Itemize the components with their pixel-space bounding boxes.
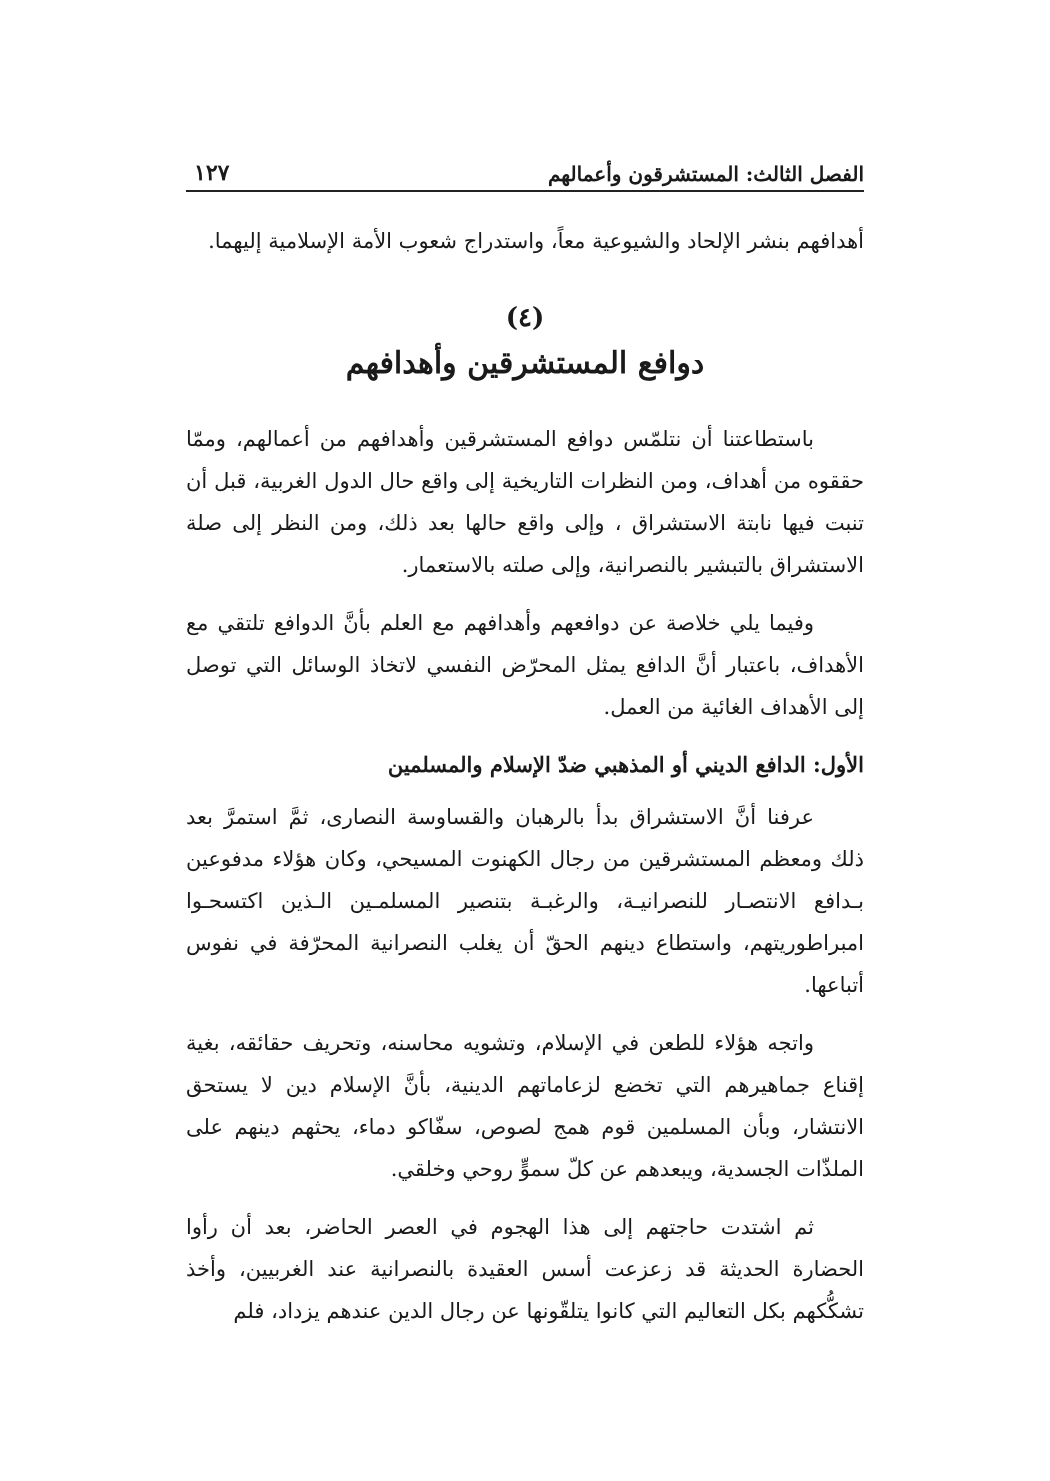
paragraph-4: واتجه هؤلاء للطعن في الإسلام، وتشويه محاسنه، وتحريف حقائقه، بغية إقناع جماهيرهم التي تخضع لزعاماتهم الدينية، بأنَّ الإسلام دين لا يستحق الانتشار، وبأن المسلمين قوم همج لصوص، سفّاكو دماء، يحثهم دينهم على الملذّات الجسدية، ويبعدهم عن كلّ سموٍّ روحي وخلقي. [186, 1031, 864, 1181]
paragraph-3: عرفنا أنَّ الاستشراق بدأ بالرهبان والقساوسة النصارى، ثمَّ استمرَّ بعد ذلك ومعظم المستشرقين من رجال الكهنوت المسيحي، وكان هؤلاء مدفوعين بـدافع الانتصـار للنصرانيـة، والرغبـة بتنصير المسلمـين الـذين اكتسحـوا امبراطوريتهم، واستطاع دينهم الحقّ أن يغلب النصرانية المحرّفة في نفوس أتباعها. [186, 805, 864, 997]
paragraph-1: باستطاعتنا أن نتلمّس دوافع المستشرقين وأهدافهم من أعمالهم، وممّا حققوه من أهداف، ومن النظرات التاريخية إلى واقع حال الدول الغربية، قبل أن تنبت فيها نابتة الاستشراق ، وإلى واقع حالها بعد ذلك، ومن النظر إلى صلة الاستشراق بالتبشير بالنصرانية، وإلى صلته بالاستعمار. [186, 427, 864, 577]
page-body [186, 220, 864, 1348]
intro-paragraph: أهدافهم بنشر الإلحاد والشيوعية معاً، واستدراج شعوب الأمة الإسلامية إليهما. [208, 229, 864, 253]
section-title: دوافع المستشرقين وأهدافهم [345, 346, 705, 381]
paragraph-2: وفيما يلي خلاصة عن دوافعهم وأهدافهم مع العلم بأنَّ الدوافع تلتقي مع الأهداف، باعتبار أنَّ الدافع يمثل المحرّض النفسي لاتخاذ الوسائل التي توصل إلى الأهداف الغائية من العمل. [186, 611, 864, 719]
subheading-religious-motive: الأول: الدافع الديني أو المذهبي ضدّ الإسلام والمسلمين [387, 752, 864, 777]
page-number: ١٢٧ [194, 160, 230, 186]
paragraph-5: ثم اشتدت حاجتهم إلى هذا الهجوم في العصر الحاضر، بعد أن رأوا الحضارة الحديثة قد زعزعت أسس العقيدة بالنصرانية عند الغربيين، وأخذ تشكُّكهم بكل التعاليم التي كانوا يتلقّونها عن رجال الدين عندهم يزداد، فلم [186, 1215, 864, 1323]
chapter-title: الفصل الثالث: المستشرقون وأعمالهم [547, 162, 864, 186]
running-header [186, 150, 864, 192]
section-number: (٤) [505, 303, 545, 333]
